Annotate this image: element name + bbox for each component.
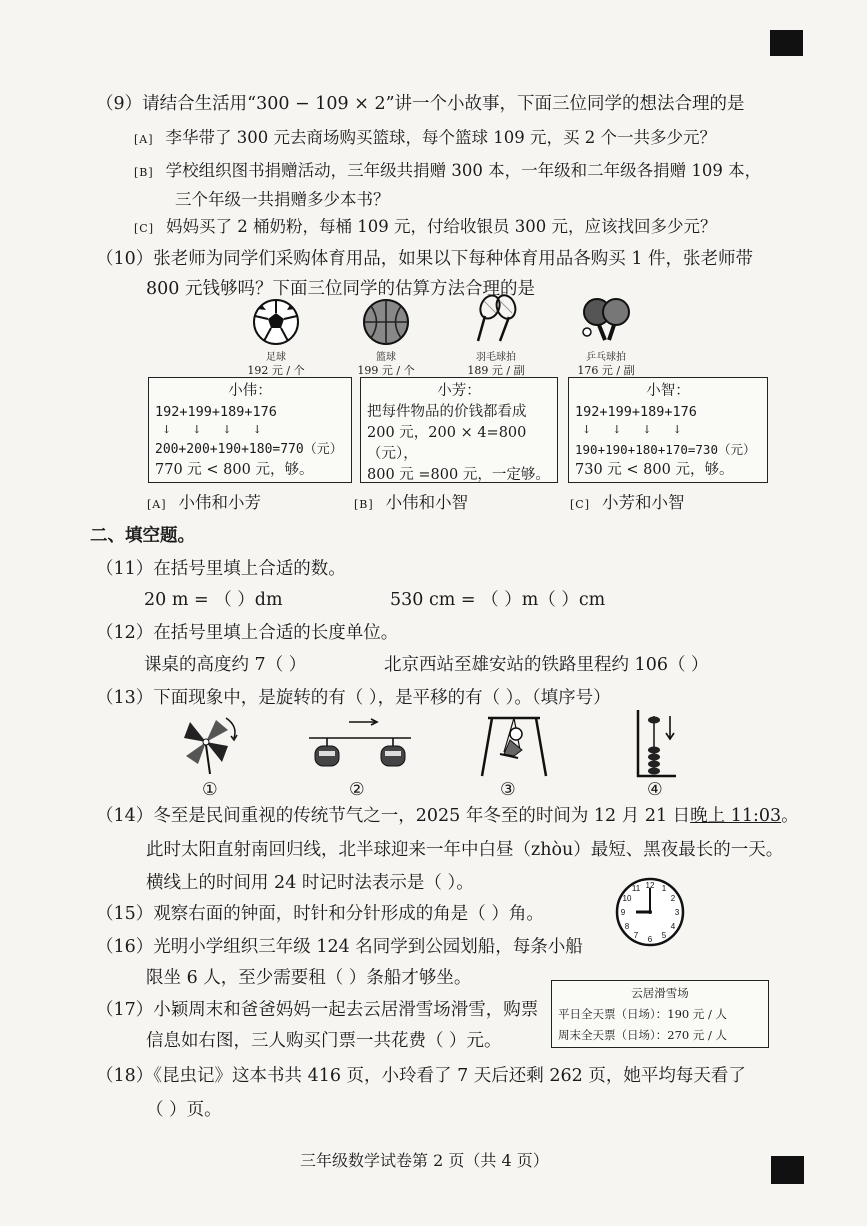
section-title: 二、填空题。 bbox=[90, 526, 195, 546]
svg-text:11: 11 bbox=[631, 884, 641, 893]
q14-line1 bbox=[96, 802, 799, 827]
svg-text:6: 6 bbox=[647, 935, 653, 944]
ping-pong-paddle-icon bbox=[579, 296, 635, 346]
estimate-arrows: ↓ ↓ ↓ ↓ bbox=[575, 423, 682, 436]
svg-text:2: 2 bbox=[670, 894, 676, 903]
q17-line1: （17）小颖周末和爸爸妈妈一起去云居滑雪场滑雪，购票 bbox=[96, 1000, 539, 1020]
svg-text:10: 10 bbox=[622, 894, 632, 903]
pinwheel-icon bbox=[176, 712, 244, 776]
xiaozhi-box bbox=[568, 377, 768, 483]
q16-blank[interactable]: 限坐 6 人，至少需要租（ ）条船才够坐。 bbox=[146, 968, 472, 988]
svg-text:7: 7 bbox=[633, 931, 639, 940]
option-tag: [C] bbox=[134, 222, 154, 235]
q12-blank-2[interactable]: 北京西站至雄安站的铁路里程约 106（ ） bbox=[384, 655, 709, 675]
option-tag: [B] bbox=[354, 498, 374, 511]
calc-line: 200 元，200 × 4=800（元）， bbox=[367, 425, 527, 462]
option-text: 小伟和小智 bbox=[385, 493, 469, 512]
q10-stem-line1: （10）张老师为同学们采购体育用品，如果以下每种体育用品各购买 1 件，张老师带 bbox=[96, 249, 754, 269]
q18-blank[interactable]: （ ）页。 bbox=[146, 1100, 222, 1120]
q9-option-a[interactable] bbox=[134, 124, 716, 148]
figure-label: ① bbox=[202, 780, 218, 800]
figure-label: ③ bbox=[500, 780, 516, 800]
corner-mark-bottom-right bbox=[771, 1156, 804, 1184]
swing-icon bbox=[478, 710, 550, 778]
option-tag: [A] bbox=[134, 133, 154, 146]
item-name: 羽毛球拍 bbox=[476, 352, 516, 363]
q13-stem: （13）下面现象中，是旋转的有（ ），是平移的有（ ）。（填序号） bbox=[96, 688, 611, 708]
xiaowei-box bbox=[148, 377, 352, 483]
q11-blank-1[interactable]: 20 m = （ ）dm bbox=[144, 590, 283, 610]
ticket-weekday-price: 平日全天票（日场）：190 元 / 人 bbox=[558, 1007, 728, 1021]
q11-blank-2[interactable]: 530 cm = （ ）m（ ）cm bbox=[390, 590, 606, 610]
estimate-arrows: ↓ ↓ ↓ ↓ bbox=[155, 423, 262, 436]
item-price: 189 元 / 副 bbox=[467, 364, 525, 377]
figure-label: ② bbox=[349, 780, 365, 800]
q16-line1: （16）光明小学组织三年级 124 名同学到公园划船，每条小船 bbox=[96, 937, 583, 957]
calc-line: 730 元 < 800 元，够。 bbox=[575, 462, 734, 478]
option-tag: [C] bbox=[570, 498, 590, 511]
q10-option-c[interactable] bbox=[570, 489, 685, 513]
option-text: 妈妈买了 2 桶奶粉，每桶 109 元，付给收银员 300 元，应该找回多少元？ bbox=[166, 217, 717, 236]
q14-text: （14）冬至是民间重视的传统节气之一，2025 年冬至的时间为 12 月 21 日 bbox=[96, 806, 691, 826]
xiaofang-box bbox=[360, 377, 558, 483]
svg-text:3: 3 bbox=[674, 908, 680, 917]
option-text: 李华带了 300 元去商场购买篮球，每个篮球 109 元，买 2 个一共多少元？ bbox=[165, 128, 716, 147]
item-name: 足球 bbox=[266, 352, 286, 363]
item-price: 199 元 / 个 bbox=[357, 364, 415, 377]
abacus-icon bbox=[632, 706, 682, 778]
q9-option-b-line2: 三个年级一共捐赠多少本书？ bbox=[175, 190, 390, 209]
item-name: 乒乓球拍 bbox=[586, 352, 626, 363]
item-price: 176 元 / 副 bbox=[577, 364, 635, 377]
option-text: 学校组织图书捐赠活动，三年级共捐赠 300 本，一年级和二年级各捐赠 109 本， bbox=[165, 161, 762, 180]
corner-mark-top-right bbox=[770, 30, 803, 56]
figure-label: ④ bbox=[647, 780, 663, 800]
page-footer: 三年级数学试卷第 2 页（共 4 页） bbox=[300, 1151, 549, 1170]
calc-line: 770 元 < 800 元，够。 bbox=[155, 462, 314, 478]
soccer-ball-icon bbox=[252, 298, 300, 346]
option-tag: [A] bbox=[147, 498, 167, 511]
q12-stem: （12）在括号里填上合适的长度单位。 bbox=[96, 623, 399, 643]
student-name: 小伟： bbox=[228, 383, 272, 399]
calc-line: 192+199+189+176 bbox=[155, 404, 277, 420]
student-name: 小智： bbox=[646, 383, 690, 399]
q10-option-b[interactable] bbox=[354, 489, 468, 513]
ticket-weekend-price: 周末全天票（日场）：270 元 / 人 bbox=[558, 1028, 728, 1042]
option-tag: [B] bbox=[134, 166, 154, 179]
q14-line2: 此时太阳直射南回归线，北半球迎来一年中白昼（zhòu）最短、黑夜最长的一天。 bbox=[146, 840, 784, 860]
q17-blank[interactable]: 信息如右图，三人购买门票一共花费（ ）元。 bbox=[146, 1031, 502, 1051]
option-text: 小芳和小智 bbox=[602, 493, 685, 512]
svg-text:1: 1 bbox=[661, 884, 667, 893]
q9-stem: （9）请结合生活用“300 − 109 × 2”讲一个小故事，下面三位同学的想法合理的是 bbox=[96, 94, 745, 114]
calc-line: 800 元 =800 元，一定够。 bbox=[367, 467, 550, 483]
q11-stem: （11）在括号里填上合适的数。 bbox=[96, 559, 346, 579]
calc-line: 200+200+190+180=770（元） bbox=[155, 442, 343, 457]
q14-blank[interactable]: 横线上的时间用 24 时记时法表示是（ ）。 bbox=[146, 873, 474, 893]
q14-text: 。 bbox=[781, 806, 799, 826]
calc-line: 190+190+180+170=730（元） bbox=[575, 442, 756, 457]
svg-text:12: 12 bbox=[645, 881, 655, 890]
q10-stem-line2: 800 元钱够吗？下面三位同学的估算方法合理的是 bbox=[146, 279, 535, 299]
svg-text:5: 5 bbox=[661, 931, 667, 940]
svg-text:4: 4 bbox=[670, 922, 676, 931]
calc-line: 192+199+189+176 bbox=[575, 404, 697, 420]
q10-option-a[interactable] bbox=[147, 489, 261, 513]
q9-option-b[interactable] bbox=[134, 157, 761, 181]
item-name: 篮球 bbox=[376, 352, 396, 363]
calc-line: 把每件物品的价钱都看成 bbox=[367, 404, 527, 420]
ticket-title: 云居滑雪场 bbox=[631, 986, 689, 1000]
clock-icon bbox=[614, 876, 686, 948]
q18-line1: （18）《昆虫记》这本书共 416 页，小玲看了 7 天后还剩 262 页，她平均每天看了 bbox=[96, 1066, 746, 1086]
svg-text:9: 9 bbox=[620, 908, 626, 917]
cable-car-icon bbox=[305, 716, 415, 776]
q14-time: 晚上 11:03 bbox=[690, 806, 782, 826]
badminton-racket-icon bbox=[470, 293, 526, 345]
q9-option-c[interactable] bbox=[134, 213, 716, 237]
student-name: 小芳： bbox=[437, 383, 481, 399]
q15-blank[interactable]: （15）观察右面的钟面，时针和分针形成的角是（ ）角。 bbox=[96, 904, 544, 924]
item-price: 192 元 / 个 bbox=[247, 364, 305, 377]
ticket-info-box bbox=[551, 980, 769, 1048]
basketball-icon bbox=[362, 298, 410, 346]
option-text: 小伟和小芳 bbox=[178, 493, 262, 512]
q12-blank-1[interactable]: 课桌的高度约 7（ ） bbox=[144, 655, 307, 675]
svg-text:8: 8 bbox=[624, 922, 630, 931]
